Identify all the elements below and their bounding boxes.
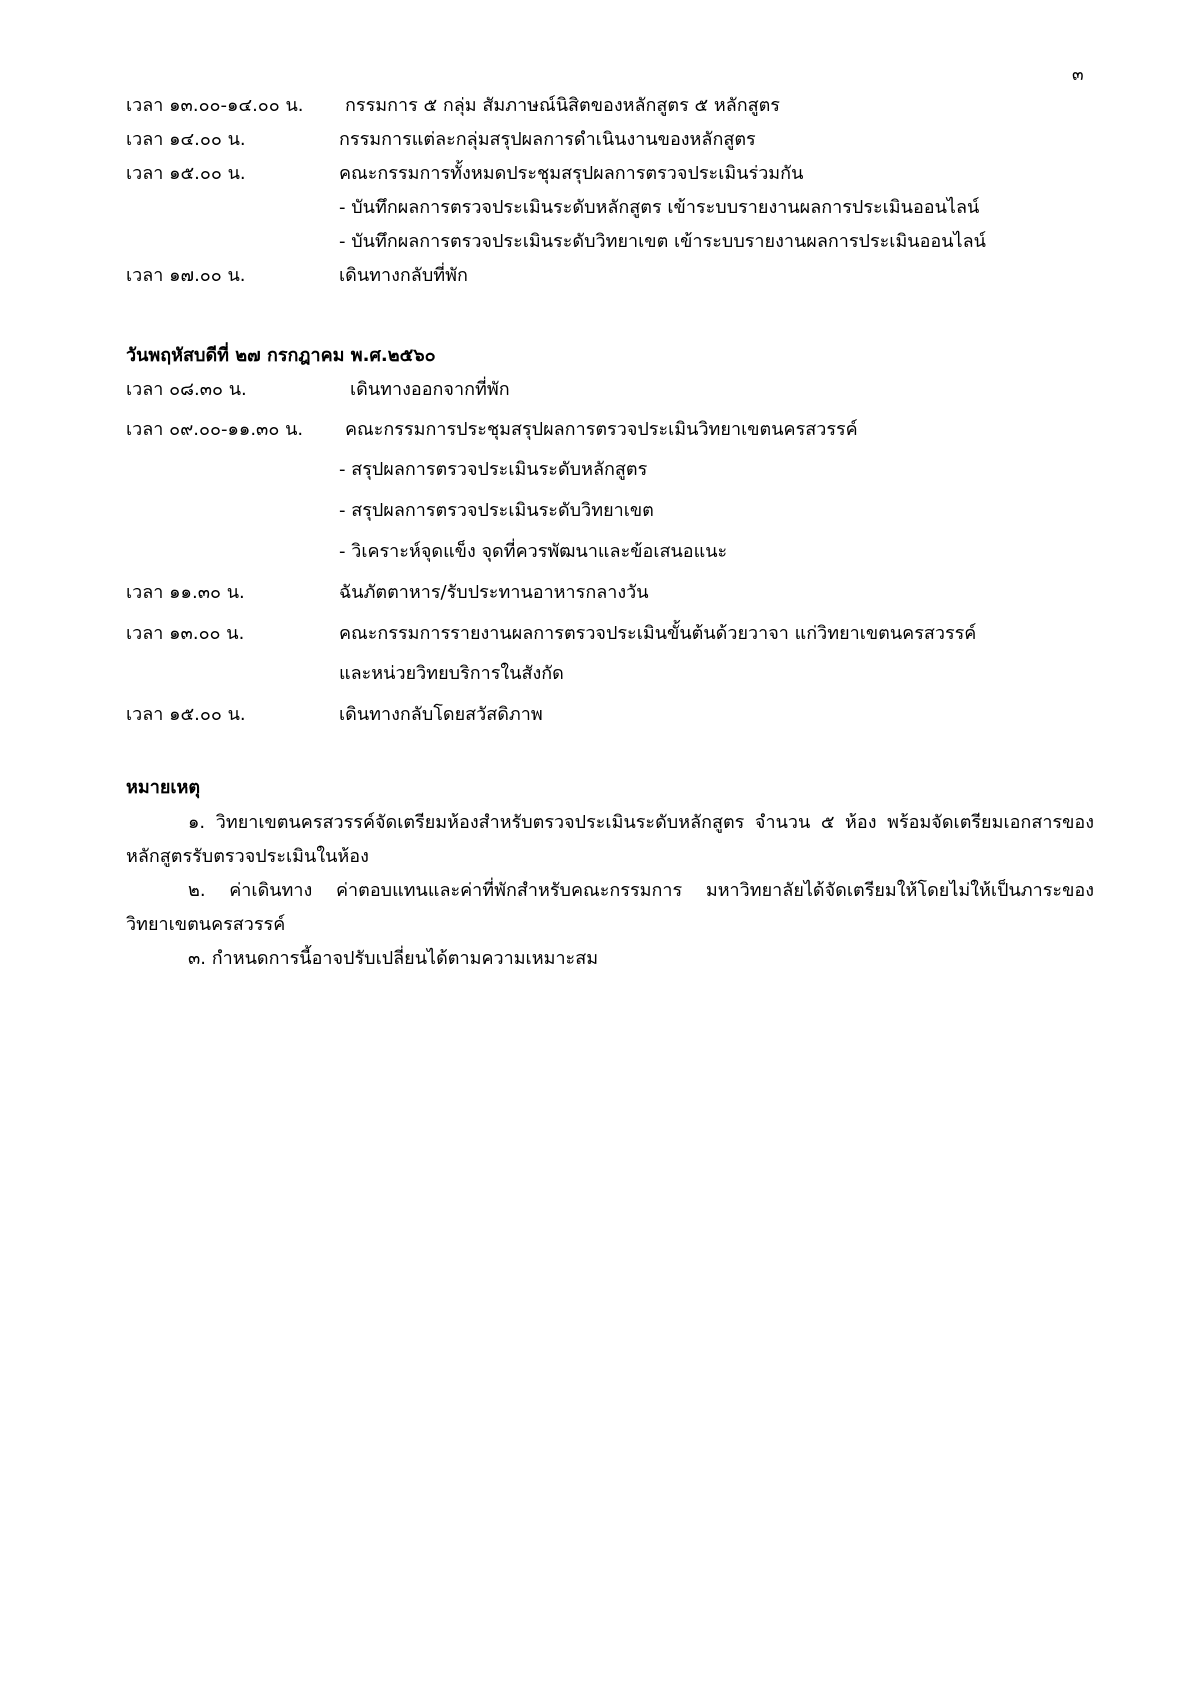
schedule-time: เวลา ๑๕.๐๐ น. <box>126 704 246 725</box>
schedule-time: เวลา ๑๕.๐๐ น. <box>126 163 246 184</box>
schedule-activity: - สรุปผลการตรวจประเมินระดับวิทยาเขต <box>339 500 654 521</box>
schedule-activity: และหน่วยวิทยบริการในสังกัด <box>339 663 564 684</box>
schedule-activity: กรรมการแต่ละกลุ่มสรุปผลการดำเนินงานของหลักสูตร <box>339 129 756 150</box>
schedule-activity: กรรมการ ๕ กลุ่ม สัมภาษณ์นิสิตของหลักสูตร ๕ หลักสูตร <box>345 95 780 116</box>
schedule-activity: - บันทึกผลการตรวจประเมินระดับวิทยาเขต เข้าระบบรายงานผลการประเมินออนไลน์ <box>339 231 986 252</box>
schedule-activity: ฉันภัตตาหาร/รับประทานอาหารกลางวัน <box>339 582 649 603</box>
schedule-activity: เดินทางกลับโดยสวัสดิภาพ <box>339 704 543 725</box>
notes-heading: หมายเหตุ <box>126 777 201 798</box>
schedule-activity: เดินทางออกจากที่พัก <box>350 379 510 400</box>
schedule-time: เวลา ๑๓.๐๐-๑๔.๐๐ น. <box>126 95 304 116</box>
page-number: ๓ <box>1072 65 1084 85</box>
schedule-activity: - สรุปผลการตรวจประเมินระดับหลักสูตร <box>339 459 648 480</box>
schedule-activity: คณะกรรมการรายงานผลการตรวจประเมินขั้นต้นด้วยวาจา แก่วิทยาเขตนครสวรรค์ <box>339 623 977 644</box>
schedule-time: เวลา ๐๙.๐๐-๑๑.๓๐ น. <box>126 419 304 440</box>
schedule-activity: คณะกรรมการประชุมสรุปผลการตรวจประเมินวิทยาเขตนครสวรรค์ <box>345 419 858 440</box>
schedule-time: เวลา ๑๔.๐๐ น. <box>126 129 246 150</box>
schedule-time: เวลา ๐๘.๓๐ น. <box>126 379 247 400</box>
schedule-time: เวลา ๑๑.๓๐ น. <box>126 582 245 603</box>
schedule-activity: เดินทางกลับที่พัก <box>339 265 468 286</box>
schedule-activity: - วิเคราะห์จุดแข็ง จุดที่ควรพัฒนาและข้อเสนอแนะ <box>339 541 728 562</box>
schedule-activity: - บันทึกผลการตรวจประเมินระดับหลักสูตร เข้าระบบรายงานผลการประเมินออนไลน์ <box>339 197 980 218</box>
schedule-activity: คณะกรรมการทั้งหมดประชุมสรุปผลการตรวจประเมินร่วมกัน <box>339 163 804 184</box>
schedule-time: เวลา ๑๓.๐๐ น. <box>126 623 245 644</box>
schedule-time: เวลา ๑๗.๐๐ น. <box>126 265 246 286</box>
note-item: ๒. ค่าเดินทาง ค่าตอบแทนและค่าที่พักสำหรับคณะกรรมการ มหาวิทยาลัยได้จัดเตรียมให้โดยไม่ให้เป็นภาระของวิทยาเขตนครสวรรค์ <box>126 880 1094 935</box>
note-item: ๑. วิทยาเขตนครสวรรค์จัดเตรียมห้องสำหรับตรวจประเมินระดับหลักสูตร จำนวน ๕ ห้อง พร้อมจัดเตรียมเอกสารของหลักสูตรรับตรวจประเมินในห้อง <box>126 812 1094 867</box>
day-heading: วันพฤหัสบดีที่ ๒๗ กรกฎาคม พ.ศ.๒๕๖๐ <box>126 345 436 366</box>
note-item: ๓. กำหนดการนี้อาจปรับเปลี่ยนได้ตามความเหมาะสม <box>188 948 599 969</box>
